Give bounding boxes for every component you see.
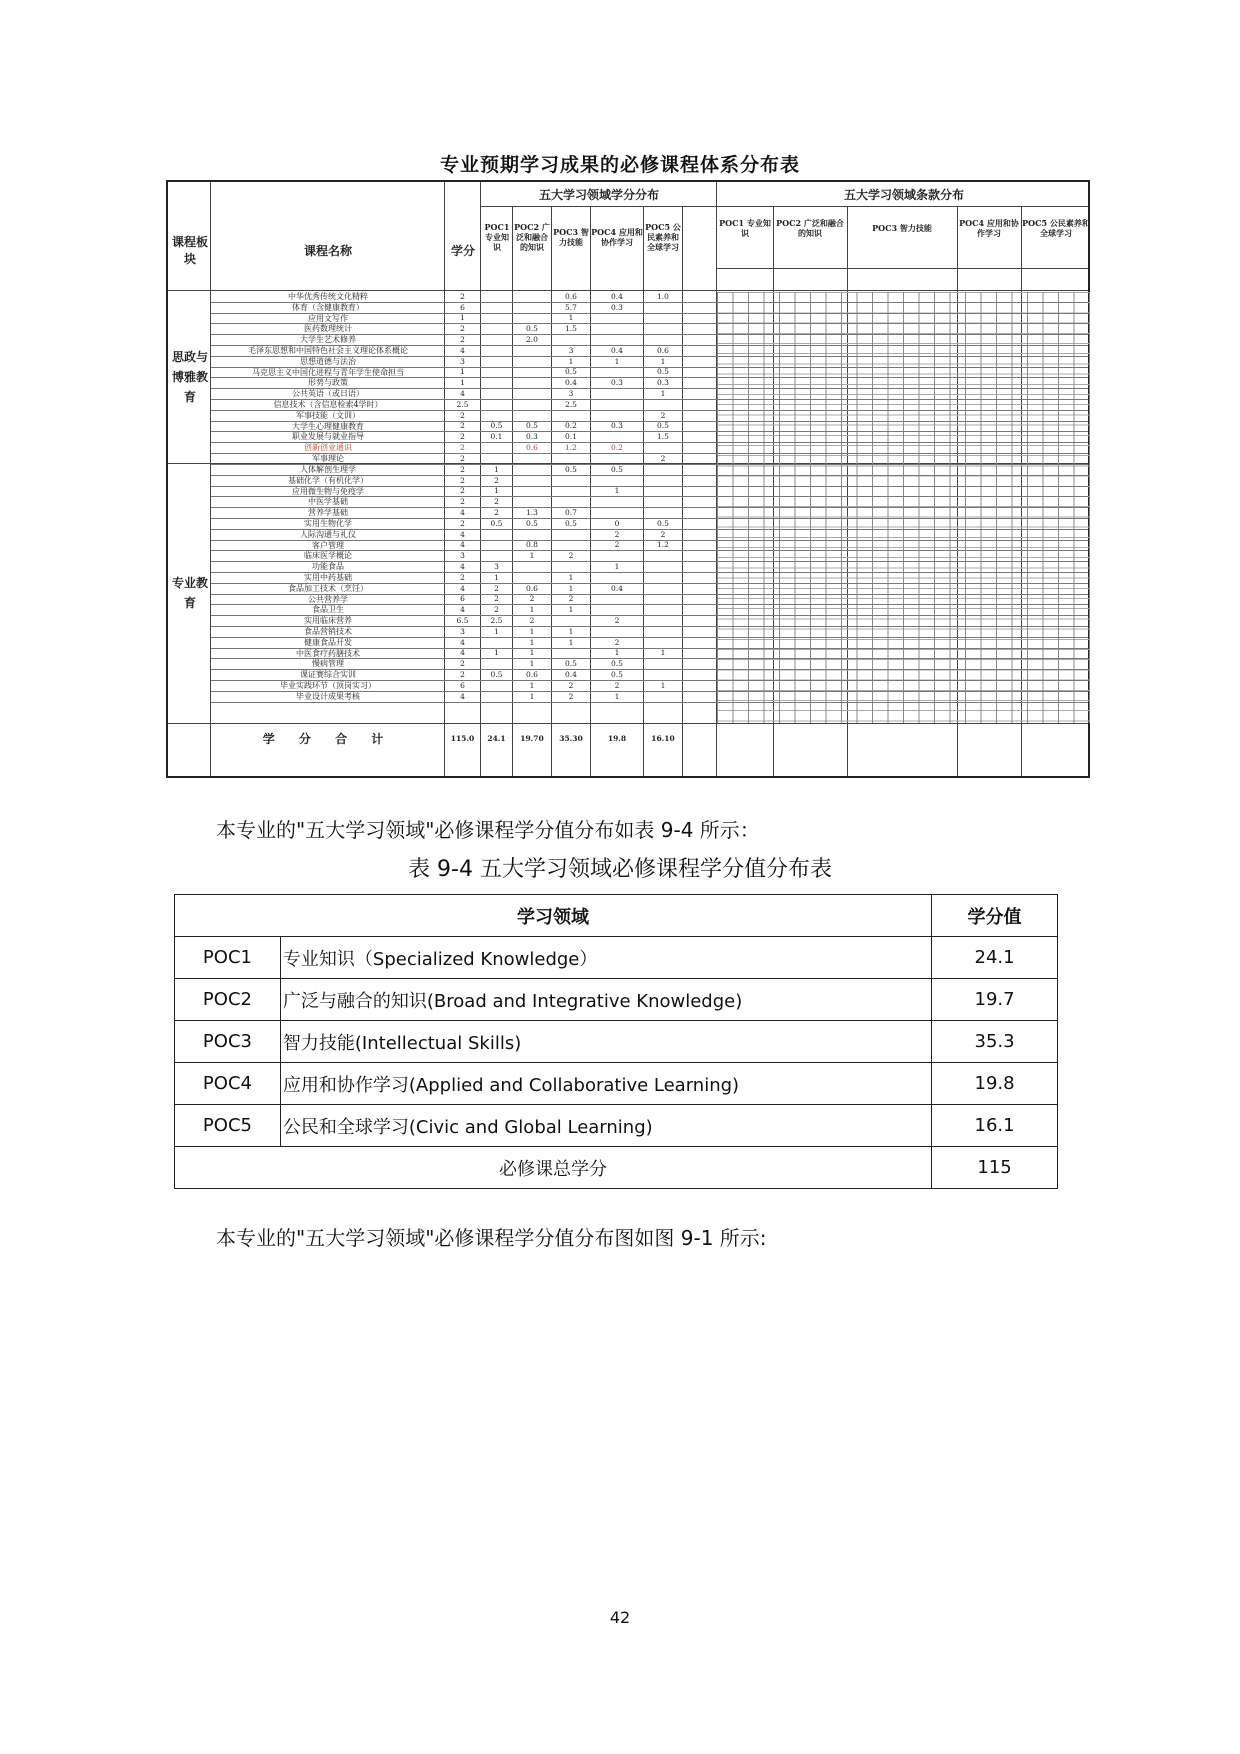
total-poc3: 35.30: [559, 733, 583, 743]
course-name: 慢病管理: [312, 659, 344, 669]
scan-table-title: 专业预期学习成果的必修课程体系分布表: [439, 154, 800, 176]
course-name: 功能食品: [312, 562, 344, 572]
course-p1: 2: [494, 508, 499, 518]
course-name: 中华优秀传统文化精粹: [288, 291, 368, 301]
course-p3: 2: [568, 594, 574, 604]
table-row: [175, 937, 1058, 979]
course-p3: 1: [568, 605, 574, 615]
course-p3: 0.5: [565, 367, 577, 377]
course-p3: 2.5: [565, 399, 577, 409]
course-p5: 1.0: [657, 291, 669, 301]
course-p5: 1: [660, 680, 666, 690]
course-p1: 0.5: [490, 670, 503, 680]
course-p2: 1: [529, 551, 535, 561]
course-credit: 4: [460, 508, 465, 518]
poc5-terms-header: POC5 公民素养和全球学习: [1022, 218, 1090, 238]
course-name: 大学生艺术修养: [300, 335, 356, 345]
course-credit: 2: [460, 443, 465, 453]
course-name: 食品卫生: [312, 605, 344, 615]
header-domain-terms: 五大学习领域条款分布: [843, 187, 964, 202]
poc-code: POC3: [175, 1021, 281, 1063]
course-credit: 2.5: [456, 399, 469, 409]
course-credit: 2: [460, 453, 465, 463]
course-p1: 2: [494, 475, 499, 485]
poc-name: 应用和协作学习(Applied and Collaborative Learning): [280, 1063, 931, 1105]
course-p4: 0.3: [611, 378, 623, 388]
course-p5: 1.5: [657, 432, 669, 442]
course-credit: 6: [460, 302, 465, 312]
poc-name: 专业知识（Specialized Knowledge）: [280, 937, 931, 979]
course-p2: 0.3: [526, 432, 538, 442]
course-p1: 2: [494, 497, 499, 507]
course-p3: 1: [568, 637, 574, 647]
course-name: 实用临床营养: [304, 616, 352, 626]
course-credit: 4: [460, 691, 465, 701]
course-name: 创新创业通识: [304, 443, 352, 453]
poc4-dist-header: POC4 应用和协作学习: [591, 227, 643, 247]
header-domain-distribution: 五大学习领域学分分布: [538, 187, 659, 202]
course-p5: 1.2: [657, 540, 669, 550]
course-p3: 1: [568, 356, 574, 366]
course-p1: 0.5: [490, 518, 503, 528]
course-p1: 3: [494, 562, 499, 572]
course-p4: 0.4: [611, 583, 623, 593]
course-name: 毕业设计成果考核: [296, 691, 360, 701]
course-p4: 2: [614, 680, 620, 690]
course-name: 基础化学（有机化学）: [288, 475, 368, 485]
course-credit: 3: [460, 551, 465, 561]
course-credit: 6.5: [456, 616, 469, 626]
course-p1: 0.1: [490, 432, 503, 442]
header-credit: 学分: [450, 243, 475, 258]
poc-value: 19.8: [932, 1063, 1058, 1105]
course-p4: 0.5: [611, 659, 623, 669]
course-p4: 2: [614, 616, 620, 626]
course-credit: 4: [460, 389, 465, 399]
course-credit: 4: [460, 540, 465, 550]
course-name: 形势与政策: [308, 378, 348, 388]
course-credit: 4: [460, 562, 465, 572]
course-p1: 2: [494, 583, 499, 593]
course-p3: 0.7: [565, 508, 577, 518]
course-credit: 4: [460, 637, 465, 647]
course-credit: 4: [460, 345, 465, 355]
course-credit: 3: [460, 626, 465, 636]
course-name: 人体解剖生理学: [300, 464, 356, 474]
course-p1: 1: [494, 486, 499, 496]
course-credit: 4: [460, 583, 465, 593]
poc-value: 19.7: [932, 979, 1058, 1021]
course-p1: 1: [494, 464, 499, 474]
course-credit: 2: [460, 410, 465, 420]
course-p5: 1: [660, 648, 666, 658]
poc-value: 16.1: [932, 1105, 1058, 1147]
course-name: 职业发展与就业指导: [292, 432, 364, 442]
course-p5: 0.5: [657, 518, 669, 528]
course-p4: 0: [614, 518, 620, 528]
course-p4: 1: [614, 562, 620, 572]
course-p3: 0.5: [565, 518, 577, 528]
poc5-dist-header: POC5 公民素养和全球学习: [645, 222, 681, 252]
course-p5: 0.6: [657, 345, 669, 355]
course-p3: 0.5: [565, 659, 577, 669]
course-name: 中医学基础: [308, 497, 348, 507]
course-p5: 1: [660, 389, 666, 399]
course-p1: 2: [494, 605, 499, 615]
poc3-terms-header: POC3 智力技能: [872, 223, 932, 233]
poc-code: POC2: [175, 979, 281, 1021]
total-poc4: 19.8: [607, 733, 627, 743]
course-name: 军事理论: [312, 453, 344, 463]
course-p3: 1: [568, 626, 574, 636]
table-row: [175, 1105, 1058, 1147]
course-name: 实用中药基础: [304, 572, 352, 582]
poc-name: 智力技能(Intellectual Skills): [280, 1021, 931, 1063]
course-name: 健康食品开发: [304, 637, 352, 647]
course-p2: 0.5: [526, 324, 538, 334]
course-p4: 0.2: [611, 443, 623, 453]
header-course: 课程名称: [303, 243, 352, 258]
course-p3: 2: [568, 680, 574, 690]
course-name: 中医食疗药膳技术: [296, 648, 360, 658]
course-name: 实用生物化学: [304, 518, 352, 528]
total-value: 115: [932, 1147, 1058, 1189]
course-p3: 3: [568, 345, 574, 355]
block-label-general: 思政与博雅教育: [171, 350, 208, 404]
course-name: 思想道德与法治: [300, 356, 356, 366]
course-name: 毕业实践环节（顶岗实习）: [280, 680, 376, 690]
total-poc5: 16.10: [651, 733, 675, 743]
course-credit: 2: [460, 464, 465, 474]
course-p5: 0.3: [657, 378, 669, 388]
course-p4: 1: [614, 356, 620, 366]
poc2-dist-header: POC2 广泛和融合的知识: [514, 222, 550, 252]
course-p2: 2.0: [526, 335, 538, 345]
course-credit: 2: [460, 421, 465, 431]
course-p3: 0.1: [565, 432, 577, 442]
poc1-dist-header: POC1 专业知识: [484, 222, 510, 252]
course-p3: 5.7: [565, 302, 577, 312]
course-name: 人际沟通与礼仪: [300, 529, 356, 539]
course-p2: 1: [529, 637, 535, 647]
course-name: 信息技术（含信息检索4学时）: [273, 399, 383, 409]
course-credit: 4: [460, 648, 465, 658]
course-p2: 1: [529, 648, 535, 658]
course-name: 马克思主义中国化进程与青年学生使命担当: [252, 367, 404, 377]
course-credit: 2: [460, 518, 465, 528]
course-p3: 1: [568, 583, 574, 593]
header-value: 学分值: [932, 895, 1058, 937]
course-credit: 1: [460, 367, 465, 377]
course-distribution-table: [166, 180, 1090, 778]
course-p2: 0.5: [526, 421, 538, 431]
course-credit: 2: [460, 572, 465, 582]
course-name: 公共营养学: [308, 594, 348, 604]
table-total-row: [175, 1147, 1058, 1189]
poc3-dist-header: POC3 智力技能: [553, 227, 589, 247]
poc-code: POC4: [175, 1063, 281, 1105]
course-credit: 6: [460, 594, 465, 604]
course-p4: 1: [614, 691, 620, 701]
course-name: 公共英语（或日语）: [292, 389, 364, 399]
course-p2: 1: [529, 605, 535, 615]
total-poc2: 19.70: [520, 733, 544, 743]
poc-value: 35.3: [932, 1021, 1058, 1063]
credit-distribution-table: [174, 894, 1058, 1189]
course-p4: 0.5: [611, 464, 623, 474]
course-p1: 1: [494, 572, 499, 582]
course-p2: 0.5: [526, 518, 538, 528]
course-p2: 1: [529, 659, 535, 669]
course-p5: 0.5: [657, 367, 669, 377]
course-credit: 2: [460, 497, 465, 507]
course-name: 营养学基础: [308, 508, 348, 518]
course-p4: 0.4: [611, 345, 623, 355]
poc2-terms-header: POC2 广泛和融合的知识: [776, 218, 844, 238]
course-credit: 2: [460, 475, 465, 485]
page-number: 42: [609, 1608, 631, 1627]
table-row: [175, 1021, 1058, 1063]
course-name: 临床医学概论: [304, 551, 352, 561]
course-p3: 1: [568, 572, 574, 582]
course-credit: 4: [460, 529, 465, 539]
course-p2: 2: [529, 616, 535, 626]
course-p3: 2: [568, 551, 574, 561]
poc-code: POC5: [175, 1105, 281, 1147]
course-p3: 1: [568, 313, 574, 323]
total-label: 必修课总学分: [175, 1147, 932, 1189]
course-credit: 3: [460, 356, 465, 366]
intro-paragraph: 本专业的"五大学习领域"必修课程学分值分布如表 9-4 所示：: [216, 818, 760, 842]
course-p1: 1: [494, 648, 499, 658]
course-credit: 1: [460, 378, 465, 388]
course-name: 毛泽东思想和中国特色社会主义理论体系概论: [248, 345, 408, 355]
course-name: 医药数理统计: [304, 324, 352, 334]
course-p2: 1: [529, 680, 535, 690]
poc-name: 公民和全球学习(Civic and Global Learning): [280, 1105, 931, 1147]
course-p3: 0.2: [565, 421, 577, 431]
course-p4: 1: [614, 648, 620, 658]
total-poc1: 24.1: [487, 733, 506, 743]
poc4-terms-header: POC4 应用和协作学习: [959, 218, 1019, 238]
course-p3: 3: [568, 389, 574, 399]
figure-intro-paragraph: 本专业的"五大学习领域"必修课程学分值分布图如图 9-1 所示:: [216, 1226, 767, 1250]
course-p2: 0.6: [526, 443, 538, 453]
course-p3: 1.5: [565, 324, 577, 334]
course-credit: 2: [460, 291, 465, 301]
course-p2: 0.8: [526, 540, 538, 550]
course-p2: 0.6: [526, 670, 538, 680]
total-credit: 115.0: [450, 733, 475, 743]
course-p1: 2.5: [490, 616, 503, 626]
total-label: 学 分 合 计: [262, 731, 394, 746]
course-name: 客户管理: [312, 540, 344, 550]
header-block: 课程板块: [171, 235, 208, 266]
course-p1: 1: [494, 626, 499, 636]
table-row: [175, 1063, 1058, 1105]
course-p3: 0.5: [565, 464, 577, 474]
course-name: 应用微生物与免疫学: [292, 486, 364, 496]
table-row: [175, 979, 1058, 1021]
course-p3: 0.4: [565, 378, 577, 388]
course-credit: 1: [460, 313, 465, 323]
course-name: 课证赛综合实训: [300, 670, 356, 680]
course-p4: 2: [614, 529, 620, 539]
course-p2: 0.6: [526, 583, 538, 593]
course-p5: 2: [660, 529, 666, 539]
course-p4: 2: [614, 637, 620, 647]
course-credit: 2: [460, 335, 465, 345]
course-credit: 2: [460, 486, 465, 496]
poc-name: 广泛与融合的知识(Broad and Integrative Knowledge): [280, 979, 931, 1021]
course-name: 体育（含健康教育）: [292, 302, 364, 312]
course-p5: 2: [660, 453, 666, 463]
poc1-terms-header: POC1 专业知识: [719, 218, 771, 238]
header-domain: 学习领域: [175, 895, 932, 937]
course-p5: 2: [660, 410, 666, 420]
course-p3: 0.6: [565, 291, 577, 301]
course-name: 食品加工技术（烹饪）: [288, 583, 368, 593]
course-p4: 0.3: [611, 421, 623, 431]
course-p3: 2: [568, 691, 574, 701]
course-name: 大学生心理健康教育: [292, 421, 364, 431]
course-credit: 2: [460, 324, 465, 334]
table-caption: 表 9-4 五大学习领域必修课程学分值分布表: [408, 857, 832, 882]
course-p2: 1: [529, 626, 535, 636]
course-p2: 1.3: [526, 508, 538, 518]
course-name: 应用文写作: [308, 313, 348, 323]
course-p2: 2: [529, 594, 535, 604]
course-credit: 4: [460, 605, 465, 615]
course-p4: 0.5: [611, 670, 623, 680]
poc-value: 24.1: [932, 937, 1058, 979]
course-p3: 1.2: [565, 443, 577, 453]
course-p4: 0.4: [611, 291, 623, 301]
course-p3: 0.4: [565, 670, 577, 680]
course-p5: 1: [660, 356, 666, 366]
poc-code: POC1: [175, 937, 281, 979]
course-credit: 2: [460, 670, 465, 680]
course-credit: 2: [460, 432, 465, 442]
course-p5: 0.5: [657, 421, 669, 431]
course-p4: 1: [614, 486, 620, 496]
course-credit: 6: [460, 680, 465, 690]
course-p4: 2: [614, 540, 620, 550]
table-header-row: [175, 895, 1058, 937]
course-p1: 2: [494, 594, 499, 604]
course-credit: 2: [460, 659, 465, 669]
course-p4: 0.3: [611, 302, 623, 312]
course-p2: 1: [529, 691, 535, 701]
course-name: 军事技能（文训）: [296, 410, 360, 420]
course-p1: 0.5: [490, 421, 503, 431]
course-name: 食品营销技术: [304, 626, 352, 636]
block-label-professional: 专业教育: [171, 576, 208, 610]
